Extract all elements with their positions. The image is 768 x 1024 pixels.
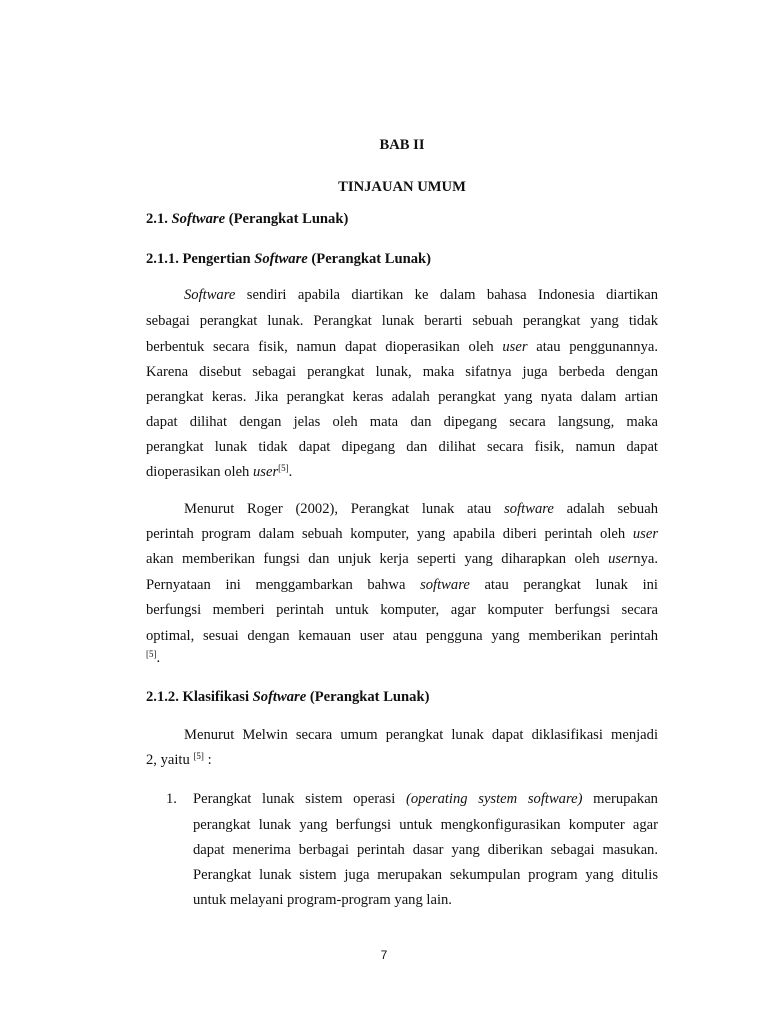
- section-pre: Klasifikasi: [182, 689, 249, 705]
- text: adalah sebuah: [566, 501, 658, 517]
- text: merupakan: [593, 791, 658, 807]
- term-software: Software: [184, 287, 236, 303]
- para1-line8: [146, 463, 658, 481]
- section-term: Software: [252, 689, 307, 705]
- section-rest: (Perangkat Lunak): [311, 251, 432, 267]
- text: atau perangkat lunak ini: [484, 577, 658, 593]
- text: dioperasikan oleh: [146, 464, 250, 480]
- text: akan memberikan fungsi dan unjuk kerja seperti yang diharapkan oleh: [146, 551, 600, 567]
- text: Menurut Roger (2002), Perangkat lunak atau: [184, 501, 492, 517]
- section-term: Software: [254, 251, 308, 267]
- text: .: [288, 464, 293, 480]
- text: Perangkat lunak sistem operasi: [193, 791, 396, 807]
- chapter-number: BAB II: [379, 137, 425, 153]
- para1-line2: sebagai perangkat lunak. Perangkat lunak berarti sebuah perangkat yang tidak: [146, 313, 658, 329]
- list-item1-line1: [193, 790, 658, 808]
- section-term: Software: [171, 211, 226, 227]
- text: .: [156, 650, 161, 666]
- text: Pernyataan ini menggambarkan bahwa: [146, 577, 406, 593]
- section-pre: Pengertian: [182, 251, 251, 267]
- citation-ref: [5]: [278, 463, 289, 473]
- section-number: 2.1.2.: [146, 689, 179, 705]
- para3-line1: Menurut Melwin secara umum perangkat lunak dapat diklasifikasi menjadi: [184, 727, 658, 743]
- section-rest: (Perangkat Lunak): [228, 211, 349, 227]
- list-item1-line4: Perangkat lunak sistem juga merupakan sekumpulan program yang ditulis: [193, 867, 658, 883]
- citation-ref: [5]: [193, 751, 204, 761]
- para2-line6: optimal, sesuai dengan kemauan user atau pengguna yang memberikan perintah: [146, 628, 658, 644]
- text: nya.: [633, 551, 658, 567]
- para2-line7: [146, 649, 658, 667]
- para1-line4: Karena disebut sebagai perangkat lunak, maka sifatnya juga berbeda dengan: [146, 364, 658, 380]
- para2-line2: [146, 525, 658, 543]
- para2-line1: [184, 500, 658, 518]
- para1-line6: dapat dilihat dengan jelas oleh mata dan dipegang secara langsung, maka: [146, 414, 658, 430]
- term-user: user: [502, 339, 528, 355]
- section-heading-2-1-2: [146, 688, 658, 706]
- chapter-title: TINJAUAN UMUM: [338, 179, 466, 195]
- term-user: user: [253, 464, 279, 480]
- para1-line5: perangkat keras. Jika perangkat keras adalah perangkat yang nyata dalam artian: [146, 389, 658, 405]
- term-os-software: (operating system software): [405, 791, 583, 807]
- para2-line4: [146, 576, 658, 594]
- term-user: user: [632, 526, 658, 542]
- term-software: software: [504, 501, 554, 517]
- text: perintah program dalam sebuah komputer, yang apabila diberi perintah oleh: [146, 526, 626, 542]
- text: atau penggunannya.: [536, 339, 658, 355]
- term-user: user: [608, 551, 634, 567]
- section-heading-2-1-1: [146, 250, 658, 268]
- para1-line1: [184, 286, 658, 304]
- page-number: 7: [380, 948, 388, 962]
- para2-line5: berfungsi memberi perintah untuk komputer, agar komputer berfungsi secara: [146, 602, 658, 618]
- citation-ref: [5]: [146, 649, 157, 659]
- term-software: software: [420, 577, 470, 593]
- list-item1-line2: perangkat lunak yang berfungsi untuk mengkonfigurasikan komputer agar: [193, 817, 658, 833]
- para2-line3: [146, 550, 658, 568]
- list-item1-line3: dapat menerima berbagai perintah dasar yang diberikan sebagai masukan.: [193, 842, 658, 858]
- para1-line7: perangkat lunak tidak dapat dipegang dan dilihat secara fisik, namun dapat: [146, 439, 658, 455]
- list-item1-line5: untuk melayani program-program yang lain.: [193, 892, 452, 908]
- text: 2, yaitu: [146, 752, 190, 768]
- para3-line2: [146, 751, 658, 769]
- list-item-number: 1.: [166, 791, 177, 807]
- section-rest: (Perangkat Lunak): [309, 689, 430, 705]
- para1-line3: [146, 338, 658, 356]
- section-number: 2.1.1.: [146, 251, 179, 267]
- section-heading-2-1: [146, 210, 658, 228]
- text: :: [207, 752, 212, 768]
- text: berbentuk secara fisik, namun dapat dioperasikan oleh: [146, 339, 494, 355]
- text: sendiri apabila diartikan ke dalam bahasa Indonesia diartikan: [246, 287, 658, 303]
- section-number: 2.1.: [146, 211, 168, 227]
